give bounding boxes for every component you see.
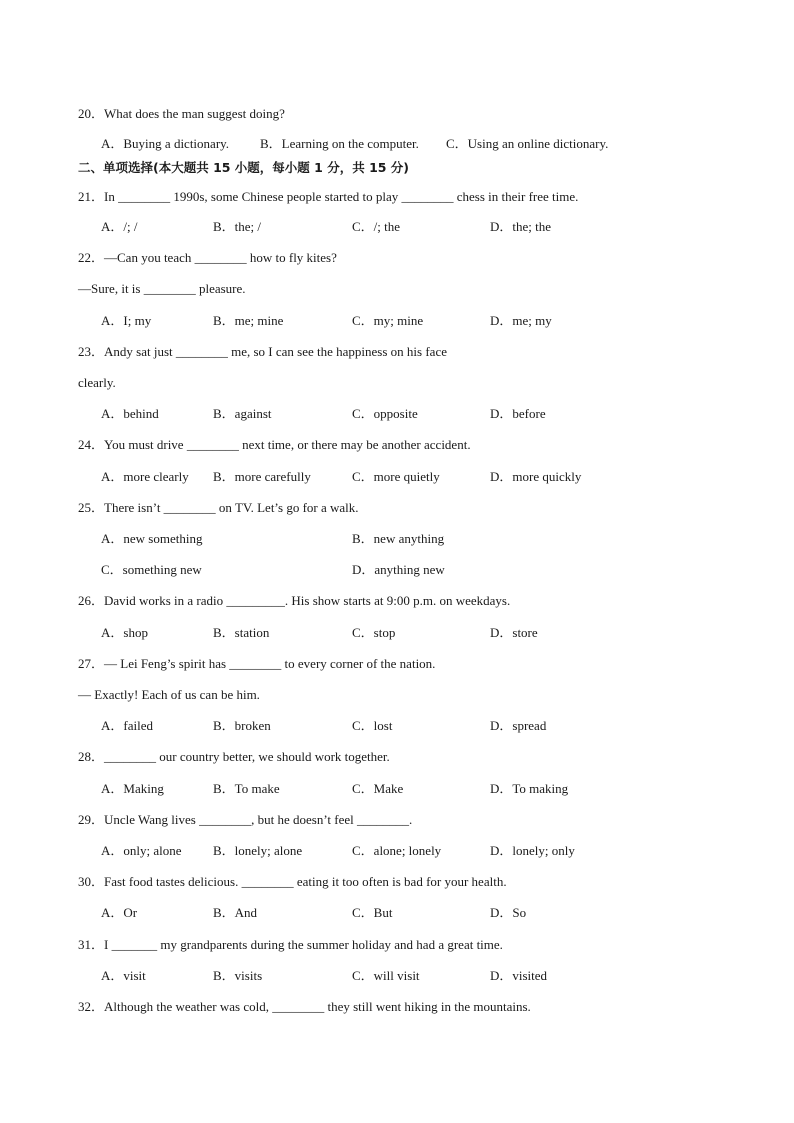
question-27-stem-2: — Exactly! Each of us can be him. bbox=[78, 687, 260, 702]
q31-option-a[interactable]: A．visit bbox=[101, 968, 146, 983]
q29-option-c[interactable]: C．alone; lonely bbox=[352, 843, 442, 858]
q25-option-c[interactable]: C．something new bbox=[101, 562, 202, 577]
q27-option-d[interactable]: D．spread bbox=[490, 718, 547, 733]
q25-option-b[interactable]: B．new anything bbox=[352, 531, 445, 546]
q29-option-b[interactable]: B．lonely; alone bbox=[213, 843, 303, 858]
q26-option-b[interactable]: B．station bbox=[213, 625, 270, 640]
q30-option-b[interactable]: B．And bbox=[213, 905, 258, 920]
q21-option-d[interactable]: D．the; the bbox=[490, 219, 552, 234]
question-28-stem: 28．________ our country better, we should work together. bbox=[78, 749, 390, 764]
q31-option-c[interactable]: C．will visit bbox=[352, 968, 420, 983]
q24-option-d[interactable]: D．more quickly bbox=[490, 469, 582, 484]
question-25-stem: 25．There isn’t ________ on TV. Let’s go for a walk. bbox=[78, 500, 359, 515]
question-23-stem-2: clearly. bbox=[78, 375, 116, 390]
q26-option-d[interactable]: D．store bbox=[490, 625, 538, 640]
q23-option-c[interactable]: C．opposite bbox=[352, 406, 418, 421]
q22-option-a[interactable]: A．I; my bbox=[101, 313, 152, 328]
q31-option-d[interactable]: D．visited bbox=[490, 968, 548, 983]
q24-option-b[interactable]: B．more carefully bbox=[213, 469, 311, 484]
question-24-stem: 24．You must drive ________ next time, or there may be another accident. bbox=[78, 437, 471, 452]
q22-option-d[interactable]: D．me; my bbox=[490, 313, 552, 328]
q25-option-d[interactable]: D．anything new bbox=[352, 562, 445, 577]
question-32-stem: 32．Although the weather was cold, ________ they still went hiking in the mountains. bbox=[78, 999, 531, 1014]
q27-option-a[interactable]: A．failed bbox=[101, 718, 153, 733]
question-23-stem: 23．Andy sat just ________ me, so I can see the happiness on his face bbox=[78, 344, 447, 359]
q28-option-c[interactable]: C．Make bbox=[352, 781, 404, 796]
q27-option-c[interactable]: C．lost bbox=[352, 718, 393, 733]
q23-option-b[interactable]: B．against bbox=[213, 406, 272, 421]
q26-option-a[interactable]: A．shop bbox=[101, 625, 148, 640]
q24-option-c[interactable]: C．more quietly bbox=[352, 469, 440, 484]
question-29-stem: 29．Uncle Wang lives ________, but he doesn’t feel ________. bbox=[78, 812, 413, 827]
q23-option-d[interactable]: D．before bbox=[490, 406, 546, 421]
q25-option-a[interactable]: A．new something bbox=[101, 531, 203, 546]
question-22-stem: 22．—Can you teach ________ how to fly kites? bbox=[78, 250, 337, 265]
q24-option-a[interactable]: A．more clearly bbox=[101, 469, 189, 484]
question-31-stem: 31．I _______ my grandparents during the summer holiday and had a great time. bbox=[78, 937, 503, 952]
q22-option-b[interactable]: B．me; mine bbox=[213, 313, 284, 328]
q21-option-b[interactable]: B．the; / bbox=[213, 219, 262, 234]
question-21-stem: 21．In ________ 1990s, some Chinese people started to play ________ chess in their free time. bbox=[78, 189, 579, 204]
q28-option-b[interactable]: B．To make bbox=[213, 781, 280, 796]
question-20-stem: 20．What does the man suggest doing? bbox=[78, 106, 285, 121]
q21-option-a[interactable]: A．/; / bbox=[101, 219, 138, 234]
q30-option-c[interactable]: C．But bbox=[352, 905, 393, 920]
q30-option-a[interactable]: A．Or bbox=[101, 905, 138, 920]
question-27-stem: 27．— Lei Feng’s spirit has ________ to every corner of the nation. bbox=[78, 656, 436, 671]
q28-option-a[interactable]: A．Making bbox=[101, 781, 164, 796]
section-title: 二、单项选择(本大题共 15 小题，每小题 1 分，共 15 分) bbox=[78, 160, 410, 175]
q21-option-c[interactable]: C．/; the bbox=[352, 219, 401, 234]
q26-option-c[interactable]: C．stop bbox=[352, 625, 396, 640]
q29-option-a[interactable]: A．only; alone bbox=[101, 843, 182, 858]
q20-option-c[interactable]: C．Using an online dictionary. bbox=[446, 136, 609, 151]
q23-option-a[interactable]: A．behind bbox=[101, 406, 159, 421]
q29-option-d[interactable]: D．lonely; only bbox=[490, 843, 575, 858]
q20-option-b[interactable]: B．Learning on the computer. bbox=[260, 136, 419, 151]
q22-option-c[interactable]: C．my; mine bbox=[352, 313, 424, 328]
q28-option-d[interactable]: D．To making bbox=[490, 781, 569, 796]
q20-option-a[interactable]: A．Buying a dictionary. bbox=[101, 136, 230, 151]
question-26-stem: 26．David works in a radio _________. His show starts at 9:00 p.m. on weekdays. bbox=[78, 593, 511, 608]
question-22-stem-2: —Sure, it is ________ pleasure. bbox=[78, 281, 246, 296]
question-30-stem: 30．Fast food tastes delicious. ________ eating it too often is bad for your health. bbox=[78, 874, 507, 889]
q27-option-b[interactable]: B．broken bbox=[213, 718, 271, 733]
q31-option-b[interactable]: B．visits bbox=[213, 968, 263, 983]
q30-option-d[interactable]: D．So bbox=[490, 905, 527, 920]
